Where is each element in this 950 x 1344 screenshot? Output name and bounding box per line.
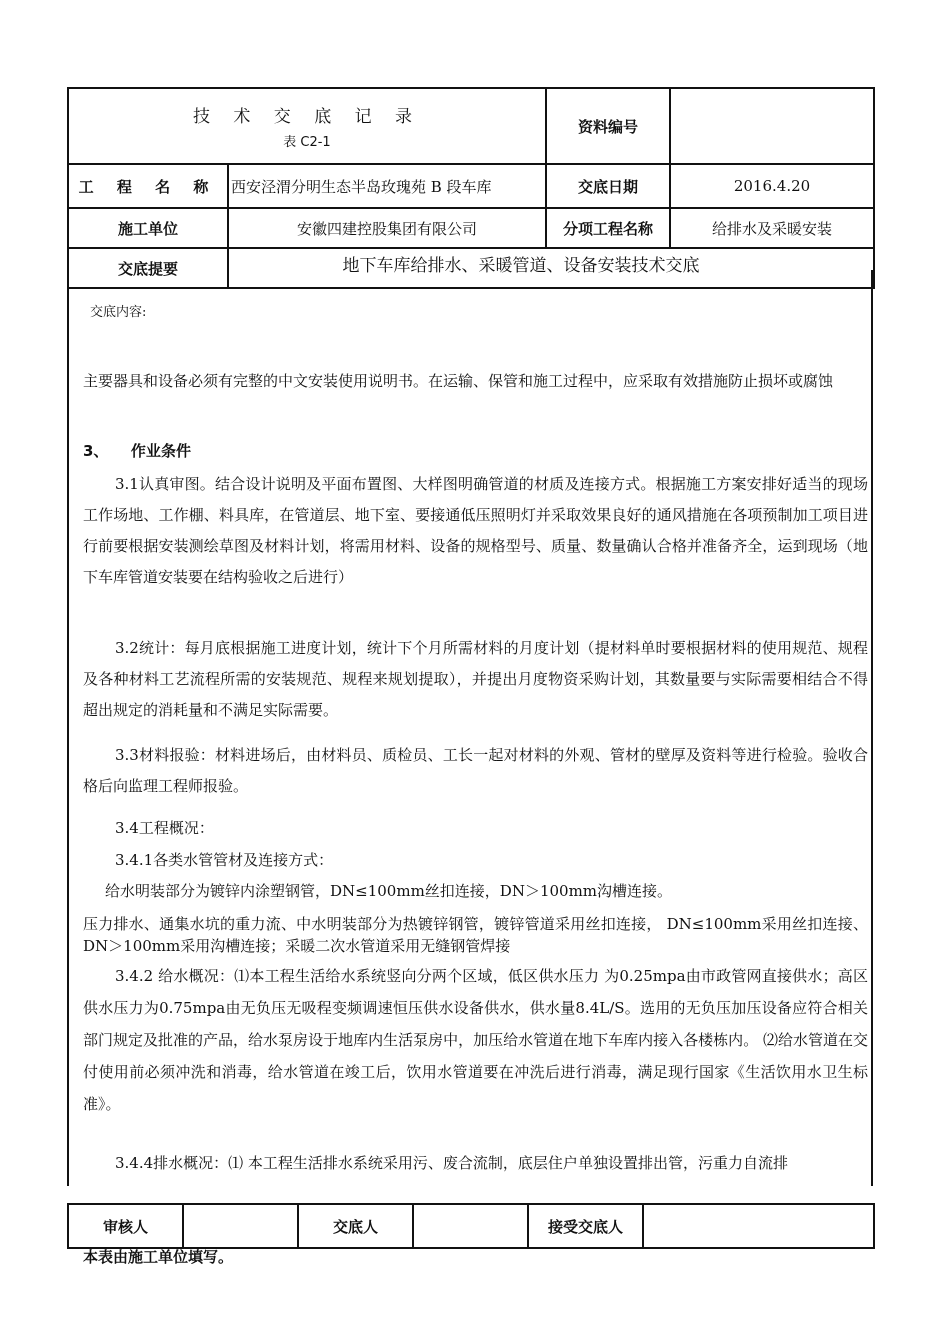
subproject-value[interactable]: 给排水及采暖安装: [670, 208, 874, 248]
doc-no-label: 资料编号: [546, 88, 670, 164]
receiver-label: 接受交底人: [528, 1204, 643, 1248]
project-name[interactable]: 西安泾渭分明生态半岛玫瑰苑 B 段车库: [228, 164, 546, 208]
paragraph-water-supply-pipe: 给水明装部分为镀锌内涂塑钢管，DN≤100mm丝扣连接，DN＞100mm沟槽连接。: [105, 882, 673, 900]
content-intro-label: 交底内容:: [90, 305, 147, 320]
summary-value[interactable]: 地下车库给排水、采暖管道、设备安装技术交底: [228, 248, 874, 288]
footer-note: 本表由施工单位填写。: [83, 1248, 234, 1266]
form-code: 表 C2-1: [283, 135, 331, 150]
signature-row: [68, 1204, 874, 1248]
reviewer-field[interactable]: [183, 1204, 298, 1248]
unit-row: [68, 208, 874, 248]
doc-no-value[interactable]: [670, 88, 874, 164]
frame-right-line: [871, 270, 873, 1186]
reviewer-label: 审核人: [68, 1204, 183, 1248]
paragraph-3-2: 3.2统计：每月底根据施工进度计划，统计下个月所需材料的月度计划（提材料单时要根据材料的使用规范、规程及各种材料工艺流程所需的安装规范、规程来规划提取），并提出月度物资采购计划，其数量要与实际需要相结合不得超出规定的消耗量和不满足实际需要。: [83, 639, 868, 719]
receiver-field[interactable]: [643, 1204, 874, 1248]
unit-label: 施工单位: [68, 208, 228, 248]
paragraph-drainage-pipe: 压力排水、通集水坑的重力流、中水明装部分为热镀锌钢管，镀锌管道采用丝扣连接， DN≤100mm采用丝扣连接、DN＞100mm采用沟槽连接；采暖二次水管道采用无缝钢管焊接: [83, 915, 868, 955]
paragraph-instructions: 主要器具和设备必须有完整的中文安装使用说明书。在运输、保管和施工过程中，应采取有效措施防止损坏或腐蚀: [83, 372, 834, 390]
unit-value[interactable]: 安徽四建控股集团有限公司: [228, 208, 546, 248]
project-row: [68, 164, 874, 208]
paragraph-3-4-2: 3.4.2 给水概况：⑴本工程生活给水系统竖向分两个区域，低区供水压力 为0.25mpa由市政管网直接供水；高区供水压力为0.75mpa由无负压无吸程变频调速恒压供水设备供水，供水量8.4L/S。选用的无负压加压设备应符合相关部门规定及批准的产品，给水泵房设于地库内生活泵房中，加压给水管道在地下车库内接入各楼栋内。 ⑵给水管道在交付使用前必须冲洗和消毒，给水管道在竣工后，饮用水管道要在冲洗后进行消毒，满足现行国家《生活饮用水卫生标准》。: [83, 967, 868, 1113]
paragraph-3-4-1: 3.4.1各类水管管材及连接方式：: [115, 851, 334, 869]
project-name-label: 工 程 名 称: [68, 164, 228, 208]
paragraph-3-1: 3.1认真审图。结合设计说明及平面布置图、大样图明确管道的材质及连接方式。根据施工方案安排好适当的现场工作场地、工作棚、料具库，在管道层、地下室、要接通低压照明灯并采取效果良好的通风措施在各项预制加工项目进行前要根据安装测绘草图及材料计划，将需用材料、设备的规格型号、质量、数量确认合格并准备齐全，运到现场（地下车库管道安装要在结构验收之后进行）: [83, 475, 868, 586]
signature-table: [67, 1203, 875, 1249]
frame-left-line: [67, 286, 69, 1186]
title-row: [68, 88, 874, 164]
summary-label: 交底提要: [68, 248, 228, 288]
title-cell: [68, 88, 546, 164]
section-heading-3: 3、 作业条件: [83, 442, 191, 460]
date-value[interactable]: 2016.4.20: [670, 164, 874, 208]
paragraph-3-4-4: 3.4.4排水概况：⑴ 本工程生活排水系统采用污、废合流制，底层住户单独设置排出管，污重力自流排: [115, 1154, 788, 1172]
form-title: 技 术 交 底 记 录: [192, 107, 422, 127]
date-label: 交底日期: [546, 164, 670, 208]
paragraph-3-3: 3.3材料报验：材料进场后，由材料员、质检员、工长一起对材料的外观、管材的壁厚及资料等进行检验。验收合格后向监理工程师报验。: [83, 746, 868, 795]
paragraph-3-4: 3.4工程概况：: [115, 819, 214, 837]
subproject-label: 分项工程名称: [546, 208, 670, 248]
header-table: [67, 87, 875, 289]
discloser-field[interactable]: [413, 1204, 528, 1248]
discloser-label: 交底人: [298, 1204, 413, 1248]
summary-row: [68, 248, 874, 288]
